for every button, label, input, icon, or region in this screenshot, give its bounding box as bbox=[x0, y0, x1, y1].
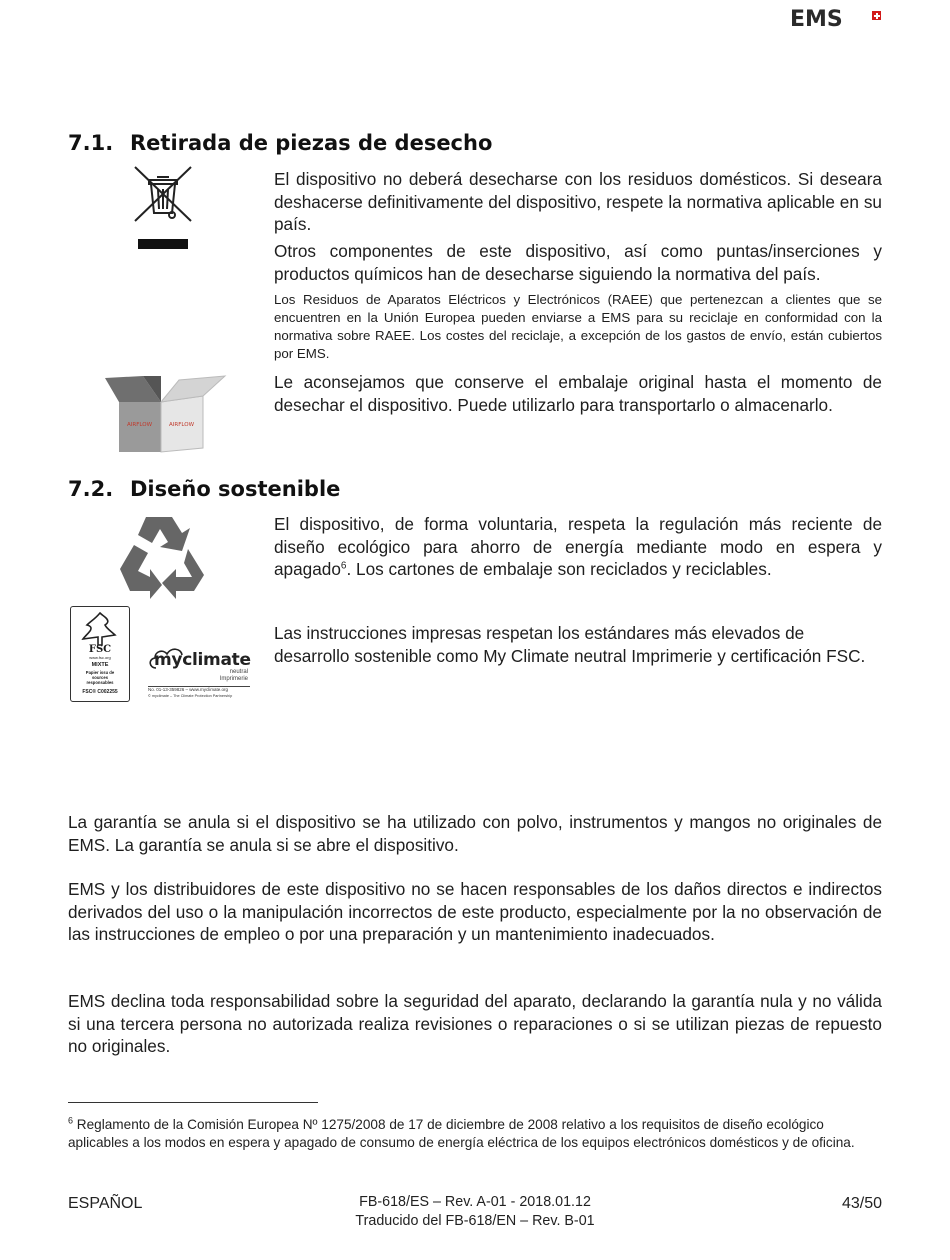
ecodesign-text-a: El dispositivo, de forma voluntaria, respeta la regulación más reciente de diseño ecológico para ahorro de energía mediante modo en espera y apagado bbox=[274, 514, 882, 579]
ems-logo bbox=[790, 7, 882, 32]
fsc-desc: Papier issu de sources responsables bbox=[85, 670, 115, 685]
myclimate-line1: No. 01-13-359826 – www.myclimate.org bbox=[148, 687, 229, 692]
footer-doc-line1: FB-618/ES – Rev. A-01 - 2018.01.12 bbox=[359, 1194, 591, 1210]
paragraph-ecodesign bbox=[274, 513, 882, 581]
paragraph-sustainable-print: Las instrucciones impresas respetan los estándares más elevados de desarrollo sostenible como My Climate neutral Imprimerie y certificación FSC. bbox=[274, 623, 866, 666]
section-heading-7-2 bbox=[68, 477, 340, 501]
section-heading-7-1 bbox=[68, 131, 492, 155]
section-title: Retirada de piezas de desecho bbox=[130, 131, 493, 155]
myclimate-logo bbox=[146, 642, 252, 704]
paragraph-disposal-1: El dispositivo no deberá desecharse con los residuos domésticos. Si deseara deshacerse definitivamente del dispositivo, respete la normativa aplicable en su país. bbox=[274, 169, 882, 234]
paragraph-packaging: Le aconsejamos que conserve el embalaje original hasta el momento de desechar el dispositivo. Puede utilizarlo para transportarlo o almacenarlo. bbox=[274, 372, 882, 415]
myclimate-imprimerie: Imprimerie bbox=[219, 676, 248, 682]
section-number: 7.1. bbox=[68, 131, 114, 155]
myclimate-neutral: neutral bbox=[229, 669, 248, 675]
footnote-text: Reglamento de la Comisión Europea Nº 1275/2008 de 17 de diciembre de 2008 relativo a los requisitos de diseño ecológico aplicables a los modos en espera y apagado de consumo de energía eléctrica de los equipos electrónicos domésticos y de oficina. bbox=[68, 1117, 855, 1151]
paragraph-warranty-1: La garantía se anula si el dispositivo se ha utilizado con polvo, instrumentos y mangos no originales de EMS. La garantía se anula si se abre el dispositivo. bbox=[68, 812, 882, 855]
footer-page-number: 43/50 bbox=[841, 1195, 882, 1212]
paragraph-warranty-2: EMS y los distribuidores de este dispositivo no se hacen responsables de los daños directos e indirectos derivados del uso o la manipulación incorrectos de este producto, especialmente por la no observación de las instrucciones de empleo o por una preparación y un mantenimiento inadecuados. bbox=[68, 879, 882, 944]
recycle-icon bbox=[116, 513, 210, 603]
section-title: Diseño sostenible bbox=[130, 477, 341, 501]
paragraph-warranty-3: EMS declina toda responsabilidad sobre la seguridad del aparato, declarando la garantía nula y no válida si una tercera persona no autorizada realiza revisiones o reparaciones o si se utilizan piezas de repuesto no originales. bbox=[68, 991, 882, 1056]
fsc-logo bbox=[70, 606, 130, 702]
swiss-flag-icon bbox=[872, 11, 881, 20]
packaging-box-icon bbox=[103, 374, 227, 454]
footnote-number: 6 bbox=[68, 1115, 74, 1126]
myclimate-name: myclimate bbox=[154, 650, 251, 670]
myclimate-line2: © myclimate – The Climate Protection Partnership bbox=[148, 694, 233, 698]
fsc-code: FSC® C002255 bbox=[82, 689, 118, 695]
fsc-name: FSC bbox=[88, 644, 112, 655]
fsc-url: www.fsc.org bbox=[89, 655, 111, 660]
section-number: 7.2. bbox=[68, 477, 114, 501]
ems-logo-text: EMS bbox=[790, 7, 843, 32]
ecodesign-text-b: . Los cartones de embalaje son reciclados y reciclables. bbox=[346, 559, 772, 579]
paragraph-weee: Los Residuos de Aparatos Eléctricos y Electrónicos (RAEE) que pertenezcan a clientes que se encuentren en la Unión Europea pueden enviarse a EMS para su reciclaje en conformidad con la normativa sobre RAEE. Los costes del reciclaje, a excepción de los gastos de envío, están cubiertos por EMS. bbox=[274, 292, 882, 361]
footnote-separator bbox=[68, 1102, 318, 1103]
fsc-mix: MIXTE bbox=[91, 662, 109, 668]
footer-doc-line2: Traducido del FB-618/EN – Rev. B-01 bbox=[355, 1212, 595, 1229]
footer-document-ref bbox=[320, 1193, 630, 1230]
paragraph-disposal-2: Otros componentes de este dispositivo, así como puntas/inserciones y productos químicos han de desecharse siguiendo la normativa del país. bbox=[274, 241, 882, 284]
footnote-ref: 6 bbox=[340, 560, 347, 572]
weee-crossed-bin-icon bbox=[130, 163, 196, 253]
footnote bbox=[68, 1116, 868, 1153]
fsc-tree-icon bbox=[71, 609, 129, 649]
box-label-right: AIRFLOW bbox=[169, 422, 195, 428]
footer-language: ESPAÑOL bbox=[68, 1195, 143, 1212]
box-label-left: AIRFLOW bbox=[127, 422, 153, 428]
